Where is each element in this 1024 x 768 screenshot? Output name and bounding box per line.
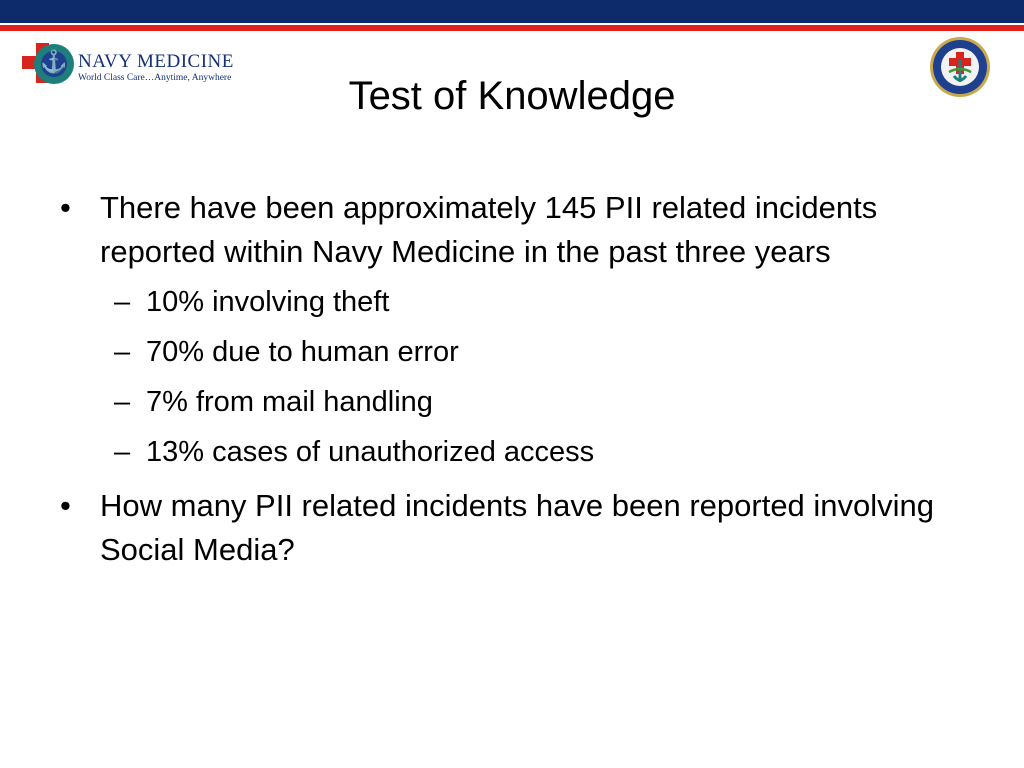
bullet-marker: • <box>60 488 71 523</box>
navy-stripe <box>0 0 1024 24</box>
bullet-text: How many PII related incidents have been reported involving Social Media? <box>100 488 935 567</box>
slide-content <box>0 186 1024 572</box>
anchor-icon: ⚓ <box>40 50 68 75</box>
bullet-text: There have been approximately 145 PII related incidents reported within Navy Medicine in the past three years <box>100 190 878 269</box>
sub-item-marker: – <box>114 386 131 418</box>
bullet-item-incidents <box>0 186 960 274</box>
bullet-item-question <box>0 484 960 572</box>
sub-item-mail-handling <box>0 384 1024 420</box>
sub-item-text: 10% involving theft <box>146 286 390 318</box>
sub-item-text: 13% cases of unauthorized access <box>146 436 595 468</box>
sub-item-unauthorized-access <box>0 434 1024 470</box>
top-decorative-band <box>0 0 1024 27</box>
sub-item-marker: – <box>114 436 131 468</box>
red-stripe <box>0 25 1024 31</box>
sub-item-human-error <box>0 334 1024 370</box>
sub-item-text: 7% from mail handling <box>146 386 433 418</box>
logo-tagline: World Class Care…Anytime, Anywhere <box>78 73 232 83</box>
sub-item-text: 70% due to human error <box>146 336 459 368</box>
sub-item-theft <box>0 284 1024 320</box>
logo-brand-text: NAVY MEDICINE <box>78 51 234 72</box>
sub-item-marker: – <box>114 336 131 368</box>
bullet-marker: • <box>60 190 71 225</box>
sub-item-marker: – <box>114 286 131 318</box>
slide-title: Test of Knowledge <box>348 74 676 118</box>
